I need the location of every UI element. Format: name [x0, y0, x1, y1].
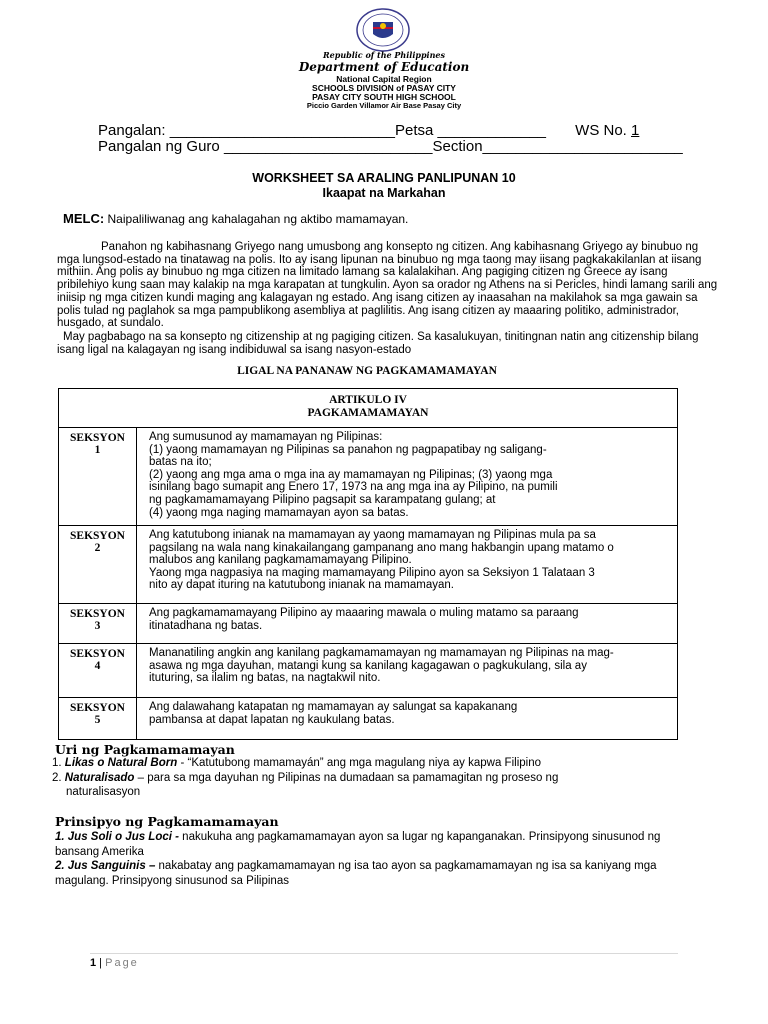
- uri-heading: Uri ng Pagkamamamayan: [55, 742, 235, 757]
- melc-label: MELC:: [63, 211, 105, 226]
- table-row: [59, 644, 678, 698]
- section-label: Section: [432, 138, 483, 155]
- list-item-term: Naturalisado: [64, 771, 135, 784]
- worksheet-title: WORKSHEET SA ARALING PANLIPUNAN 10: [252, 171, 516, 185]
- section-label-cell: SEKSYON 2: [59, 526, 137, 604]
- list-item-continuation: naturalisasyon: [66, 786, 141, 798]
- section-label-cell: SEKSYON 5: [59, 698, 137, 740]
- table-row: [59, 604, 678, 644]
- prinsipyo-list: [55, 830, 695, 888]
- ws-label: WS No.: [575, 122, 627, 139]
- header-department: Department of Education: [298, 60, 470, 74]
- header-region: National Capital Region: [336, 74, 432, 84]
- table-row: [59, 698, 678, 740]
- header-republic: Republic of the Philippines: [322, 50, 445, 60]
- paragraph-2-text: May pagbabago na sa konsepto ng citizenship at ng pagiging citizen. Sa kasalukuyan, tinitingnan natin ang citizenship bilang isang ligal na kalagayan ng isang indibiduwal sa isang nasyon-estado: [57, 331, 699, 356]
- deped-seal-logo: [355, 8, 411, 52]
- worksheet-subtitle: Ikaapat na Markahan: [322, 186, 446, 200]
- section-label-cell: SEKSYON 3: [59, 604, 137, 644]
- page-number: 1: [90, 957, 97, 969]
- prinsipyo-heading: Prinsipyo ng Pagkamamamayan: [55, 814, 279, 829]
- header-address: Piccio Garden Villamor Air Base Pasay City: [306, 101, 462, 110]
- teacher-blank[interactable]: _________________________: [223, 138, 433, 155]
- footer-divider: [90, 953, 678, 954]
- date-blank[interactable]: _____________: [437, 122, 546, 139]
- list-item-term: Likas o Natural Born: [64, 757, 178, 769]
- page-footer: [90, 957, 139, 969]
- page-separator: |: [96, 957, 106, 969]
- teacher-label: Pangalan ng Guro: [98, 138, 220, 155]
- form-row-teacher: [98, 138, 683, 155]
- name-label: Pangalan:: [98, 122, 166, 139]
- paragraph-1-text: Panahon ng kabihasnang Griyego nang umusbong ang konsepto ng citizen. Ang kabihasnang Griyego ay binubuo ng mga lungsod-estado na tinatawag na polis. Ito ay isang lipunan na binubuo ng mga taong may iisang pagkakakilanlan at iisang mithiin. Ang polis ay binubuo ng mga citizen na limitado lamang sa kalalakihan. Ang pagiging citizen ng Greece ay isang pribilehiyo kung saan may kalakip na mga karapatan at tungkulin. Ayon sa orador ng Athens na si Pericles, hindi lamang sarili ang iniisip ng mga citizen kundi maging ang kalagayan ng estado. Ang isang citizen ay inaasahan na makilahok sa mga gawain sa polis tulad ng paglahok sa mga pampublikong asembliya at paglilitis. Ang isang citizen ay maaaring politiko, administrador, husgado, at sundalo.: [57, 241, 718, 330]
- form-row-name: [98, 122, 639, 139]
- date-label: Petsa: [394, 122, 434, 139]
- section-content-cell: Ang katutubong inianak na mamamayan ay yaong mamamayan ng Pilipinas mula pa sa pagsilang na wala nang kinakailangang gampanang ano mang hakbangin upang matamo o malubos ang kanilang pagkamamamayang Pilipino. Yaong mga nagpasiya na maging mamamayang Pilipino ayon sa Seksiyon 1 Talataan 3 nito ay dapat ituring na katutubong inianak na mamamayan.: [137, 526, 678, 604]
- section-content-cell: Mananatiling angkin ang kanilang pagkamamamayan ng mamamayan ng Pilipinas na mag- asawa ng mga dayuhan, matangi kung sa kanilang kagagawan o pagkukulang, sila ay ituturing, sa ilalim ng batas, na nagtakwil nito.: [137, 644, 678, 698]
- header-school: PASAY CITY SOUTH HIGH SCHOOL: [312, 92, 456, 102]
- ligal-heading: LIGAL NA PANANAW NG PAGKAMAMAMAYAN: [237, 365, 497, 377]
- list-item: 1. Likas o Natural Born - “Katutubong mamamayán” ang mga magulang niya ay kapwa Filipino: [52, 757, 541, 769]
- melc-text: Naipaliliwanag ang kahalagahan ng aktibo mamamayan.: [107, 212, 409, 226]
- paragraph-2: [57, 331, 722, 356]
- table-row: [59, 526, 678, 604]
- name-blank[interactable]: ___________________________: [169, 122, 395, 139]
- paragraph-1: [57, 241, 722, 330]
- melc: [63, 211, 408, 226]
- list-item: 1. Jus Soli o Jus Loci - nakukuha ang pagkamamamayan ayon sa lugar ng kapanganakan. Prinsipyong sinusunod ng bansang Amerika: [55, 831, 661, 858]
- header-division: SCHOOLS DIVISION of PASAY CITY: [312, 83, 456, 93]
- section-label-cell: SEKSYON 1: [59, 428, 137, 526]
- article-header: [59, 389, 678, 428]
- section-label-cell: SEKSYON 4: [59, 644, 137, 698]
- section-blank[interactable]: ________________________: [482, 138, 683, 155]
- article-title: ARTIKULO IV: [329, 394, 407, 406]
- section-content-cell: Ang dalawahang katapatan ng mamamayan ay salungat sa kapakanang pambansa at dapat lapatan ng kaukulang batas.: [137, 698, 678, 740]
- list-item-term: 2. Jus Sanguinis –: [55, 860, 156, 872]
- list-item: 2. Jus Sanguinis – nakabatay ang pagkamamamayan ng isa tao ayon sa pagkamamamayan ng isa sa kaniyang mga magulang. Prinsipyong sinusunod sa Pilipinas: [55, 860, 657, 887]
- page-word: Page: [105, 957, 139, 969]
- ws-number: 1: [631, 122, 640, 139]
- list-item-term: 1. Jus Soli o Jus Loci -: [55, 831, 179, 843]
- list-item: 2. Naturalisado – para sa mga dayuhan ng Pilipinas na dumadaan sa pamamagitan ng proseso ng: [52, 771, 559, 784]
- article-table: [58, 388, 678, 740]
- uri-list: [52, 756, 692, 800]
- section-content-cell: Ang sumusunod ay mamamayan ng Pilipinas: (1) yaong mamamayan ng Pilipinas sa panahon ng pagpapatibay ng saligang- batas na ito; (2) yaong ang mga ama o mga ina ay mamamayan ng Pilipinas; (3) yaong mga isinilang bago sumapit ang Enero 17, 1973 na ang mga ina ay Pilipino, na pumili ng pagkamamamayang Pilipino pagsapit sa karampatang gulang; at (4) yaong mga naging mamamayan ayon sa batas.: [137, 428, 678, 526]
- table-row: [59, 428, 678, 526]
- section-content-cell: Ang pagkamamamayang Pilipino ay maaaring mawala o muling matamo sa paraang itinatadhana ng batas.: [137, 604, 678, 644]
- article-subtitle: PAGKAMAMAMAYAN: [307, 407, 429, 419]
